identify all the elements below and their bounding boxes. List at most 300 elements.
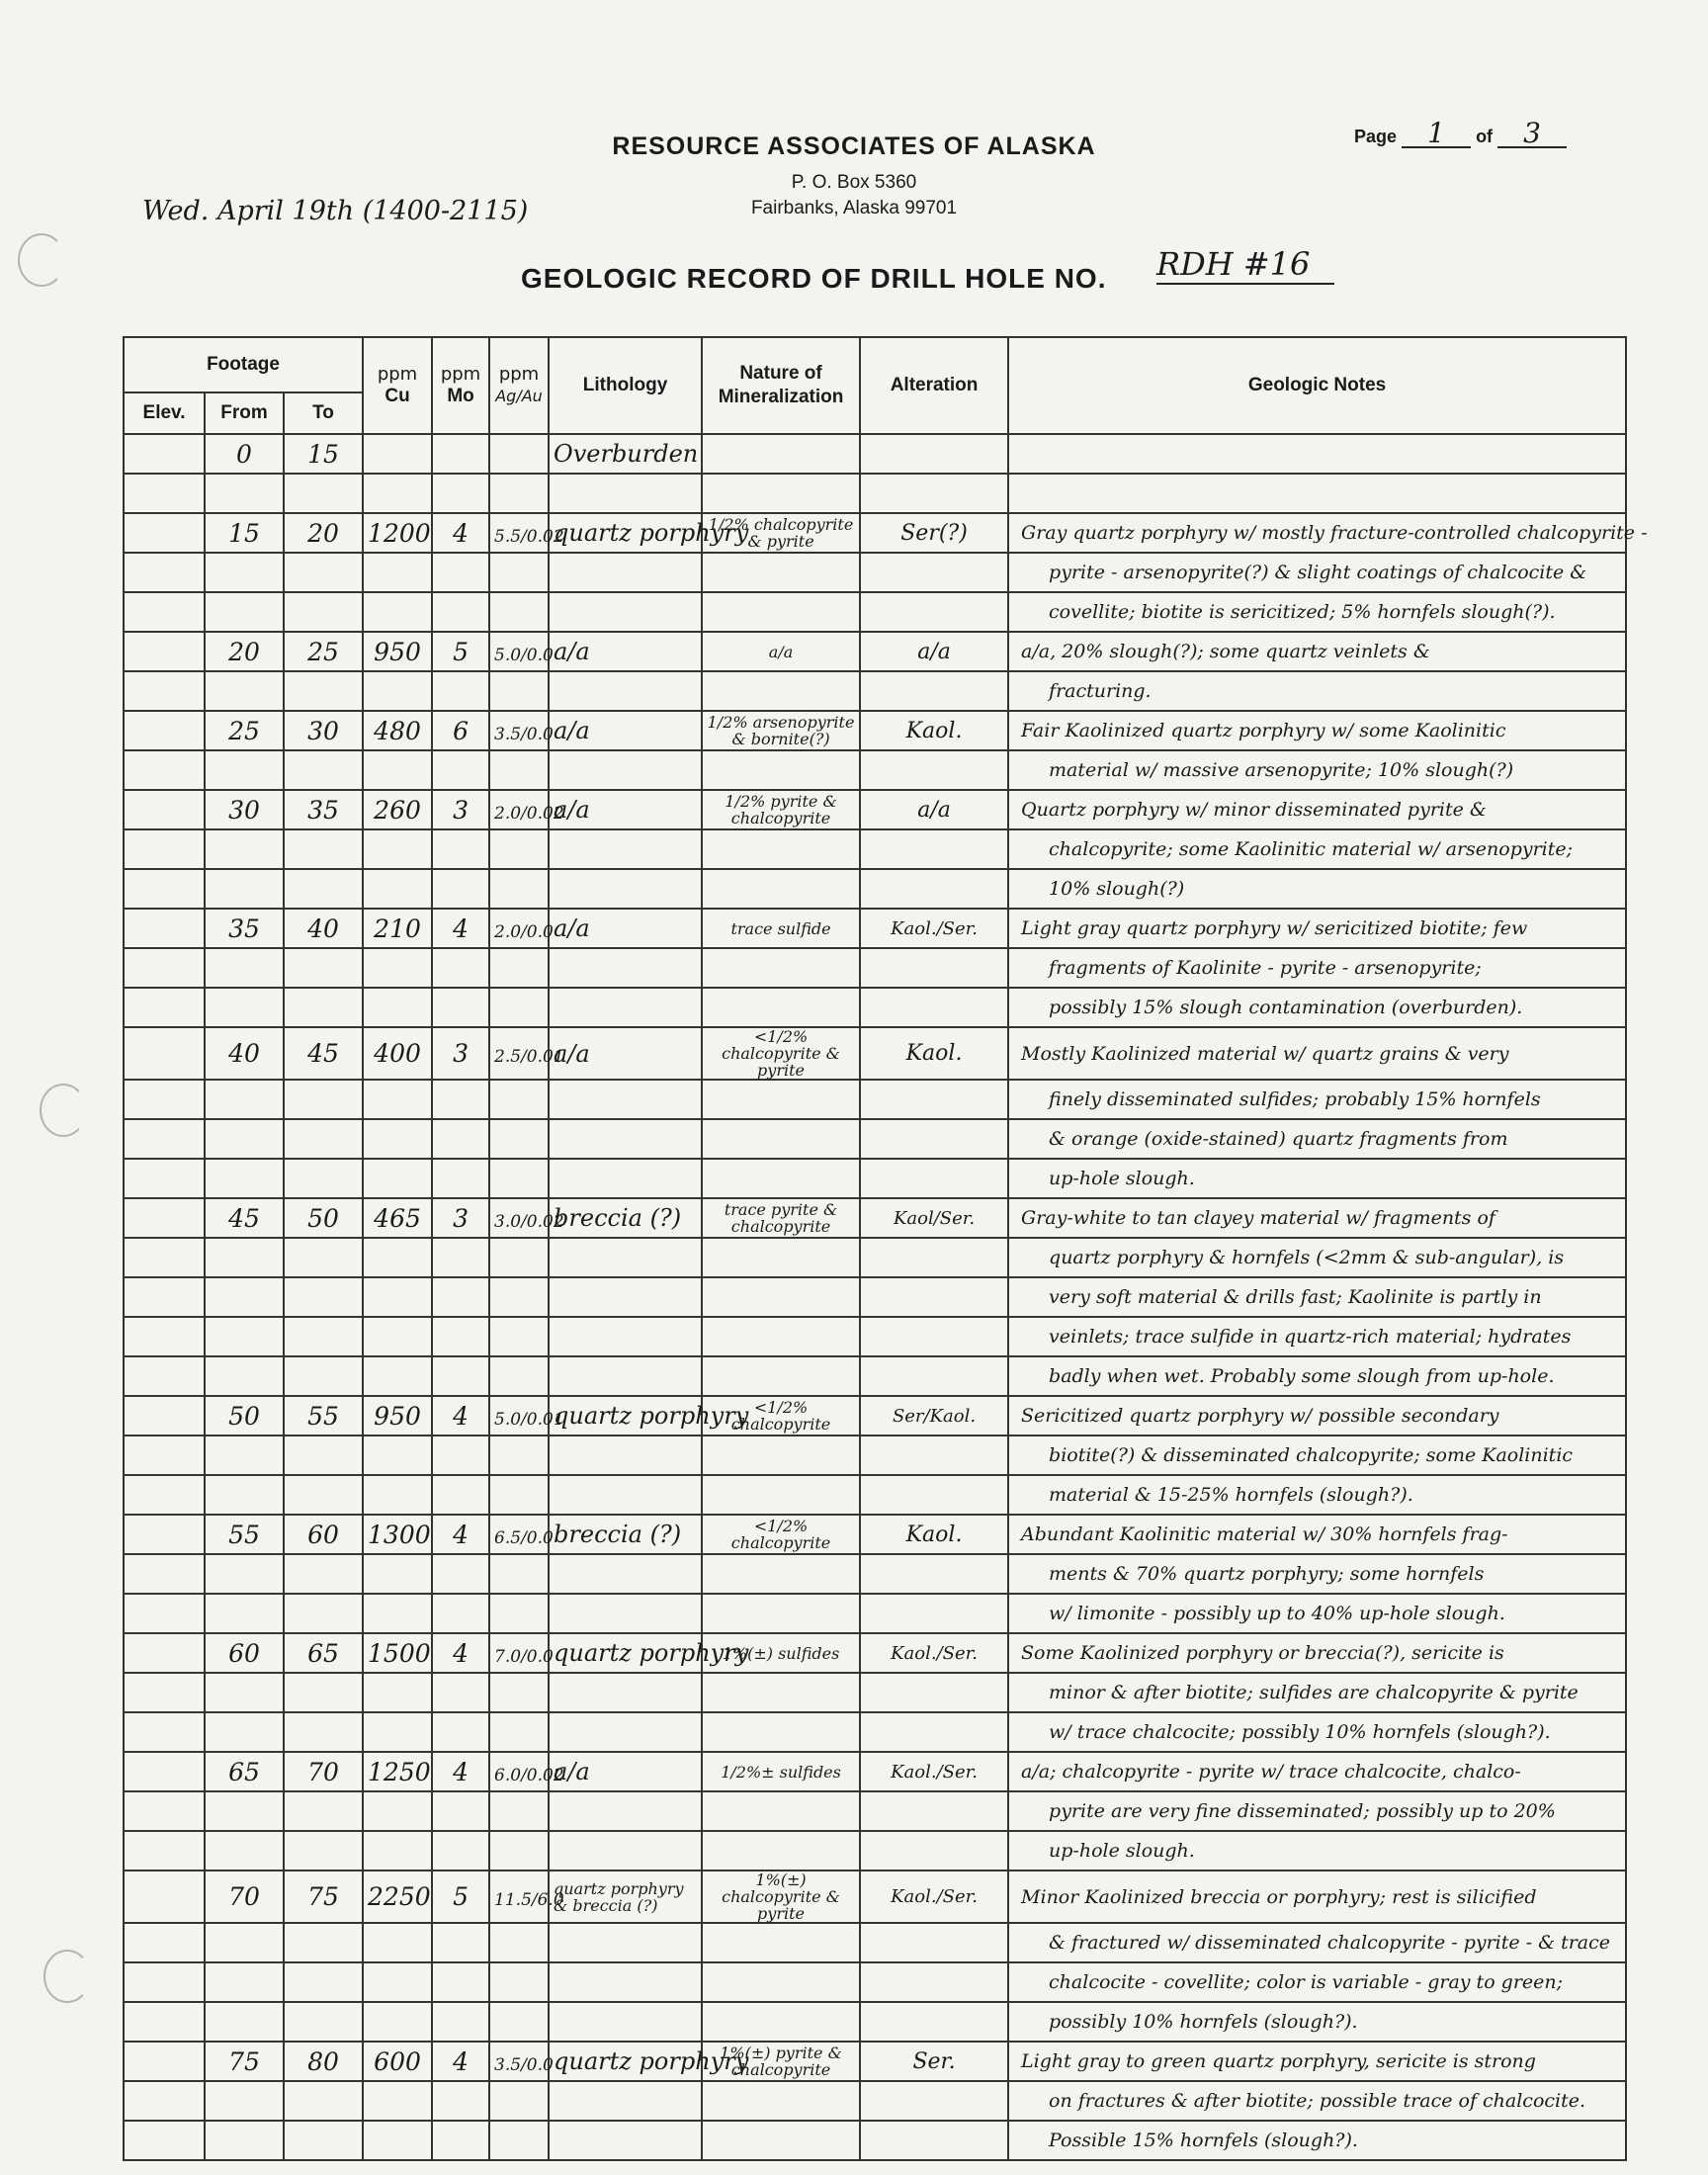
elev-cell	[124, 1594, 205, 1633]
mo-cell: 5	[432, 632, 489, 671]
notes-cell: material & 15-25% hornfels (slough?).	[1008, 1475, 1626, 1515]
cu-cell: 950	[363, 1396, 432, 1436]
mineralization-cell	[702, 750, 860, 790]
cu-cell	[363, 2081, 432, 2121]
mineralization-cell: 1%(±) sulfides	[702, 1633, 860, 1673]
alteration-cell	[860, 1119, 1008, 1159]
to-cell	[284, 1159, 363, 1198]
notes-cell: biotite(?) & disseminated chalcopyrite; some Kaolinitic	[1008, 1436, 1626, 1475]
lithology-cell	[549, 1831, 702, 1870]
mineralization-cell: <1/2% chalcopyrite	[702, 1515, 860, 1554]
mo-cell	[432, 1831, 489, 1870]
from-cell: 40	[205, 1027, 284, 1080]
agau-cell	[489, 1159, 549, 1198]
notes-cell: pyrite - arsenopyrite(?) & slight coatings of chalcocite &	[1008, 553, 1626, 592]
lithology-cell: Overburden	[549, 434, 702, 474]
table-row	[124, 2081, 1626, 2121]
to-cell	[284, 2081, 363, 2121]
from-cell	[205, 671, 284, 711]
alteration-cell	[860, 1159, 1008, 1198]
elev-cell	[124, 1515, 205, 1554]
from-cell: 50	[205, 1396, 284, 1436]
notes-cell	[1008, 434, 1626, 474]
notes-cell: on fractures & after biotite; possible trace of chalcocite.	[1008, 2081, 1626, 2121]
mineralization-cell	[702, 1791, 860, 1831]
agau-cell	[489, 1317, 549, 1356]
to-cell: 70	[284, 1752, 363, 1791]
table-row	[124, 869, 1626, 909]
elev-cell	[124, 1159, 205, 1198]
elev-cell	[124, 750, 205, 790]
notes-cell: very soft material & drills fast; Kaolinite is partly in	[1008, 1277, 1626, 1317]
elev-cell	[124, 513, 205, 553]
elev-cell	[124, 1436, 205, 1475]
notes-cell: up-hole slough.	[1008, 1831, 1626, 1870]
notes-cell: pyrite are very fine disseminated; possibly up to 20%	[1008, 1791, 1626, 1831]
from-cell	[205, 1436, 284, 1475]
lithology-cell: a/a	[549, 909, 702, 948]
mo-cell: 6	[432, 711, 489, 750]
cu-cell	[363, 1923, 432, 1962]
elev-cell	[124, 1752, 205, 1791]
to-cell	[284, 1831, 363, 1870]
company-address-line1: P. O. Box 5360	[791, 172, 917, 193]
from-cell: 55	[205, 1515, 284, 1554]
agau-cell	[489, 1515, 554, 1554]
elev-cell	[124, 1791, 205, 1831]
page-current: 1	[1402, 121, 1471, 148]
notes-cell: Minor Kaolinized breccia or porphyry; rest is silicified	[1008, 1870, 1626, 1923]
table-row	[124, 1027, 1626, 1080]
agau-cell	[489, 2042, 554, 2081]
alteration-cell	[860, 2121, 1008, 2160]
from-cell: 30	[205, 790, 284, 829]
from-cell: 45	[205, 1198, 284, 1238]
elev-cell	[124, 1475, 205, 1515]
geologic-notes-header: Geologic Notes	[1008, 337, 1626, 434]
from-cell	[205, 553, 284, 592]
agau-cell	[489, 2121, 549, 2160]
agau-cell	[489, 948, 549, 988]
mineralization-cell	[702, 1436, 860, 1475]
from-cell: 20	[205, 632, 284, 671]
from-header: From	[205, 392, 284, 434]
to-cell: 15	[284, 434, 363, 474]
from-cell: 75	[205, 2042, 284, 2081]
cu-cell	[363, 474, 432, 513]
mineralization-cell: <1/2% chalcopyrite	[702, 1396, 860, 1436]
lithology-cell	[549, 948, 702, 988]
from-cell	[205, 1831, 284, 1870]
agau-cell	[489, 1752, 564, 1791]
elev-cell	[124, 1198, 205, 1238]
elev-cell	[124, 632, 205, 671]
lithology-cell: quartz porphyry	[549, 2042, 702, 2081]
from-cell	[205, 1159, 284, 1198]
agau-cell	[489, 869, 549, 909]
lithology-cell: breccia (?)	[549, 1198, 702, 1238]
cu-cell: 600	[363, 2042, 432, 2081]
mineralization-cell	[702, 553, 860, 592]
table-row	[124, 1594, 1626, 1633]
cu-cell	[363, 1436, 432, 1475]
form-title: GEOLOGIC RECORD OF DRILL HOLE NO.	[521, 263, 1107, 294]
cu-cell	[363, 592, 432, 632]
mineralization-cell	[702, 2002, 860, 2042]
table-row	[124, 909, 1626, 948]
lithology-cell	[549, 1080, 702, 1119]
from-cell	[205, 2121, 284, 2160]
elev-cell	[124, 1962, 205, 2002]
agau-cell	[489, 2002, 549, 2042]
mineralization-cell	[702, 1119, 860, 1159]
lithology-cell: a/a	[549, 1027, 702, 1080]
from-cell: 0	[205, 434, 284, 474]
agau-value: 3.5/0.0	[494, 2054, 554, 2075]
alteration-cell: a/a	[860, 790, 1008, 829]
mo-cell	[432, 1475, 489, 1515]
to-cell: 40	[284, 909, 363, 948]
lithology-cell	[549, 2121, 702, 2160]
mo-cell	[432, 2121, 489, 2160]
agau-cell	[489, 2081, 549, 2121]
drill-hole-number: RDH #16	[1156, 245, 1334, 285]
to-cell	[284, 1080, 363, 1119]
mo-cell	[432, 1554, 489, 1594]
lithology-cell	[549, 988, 702, 1027]
alteration-cell	[860, 1238, 1008, 1277]
from-cell	[205, 1594, 284, 1633]
agau-cell	[489, 1027, 564, 1080]
lithology-cell: a/a	[549, 632, 702, 671]
company-address-line2: Fairbanks, Alaska 99701	[750, 198, 958, 218]
lithology-cell: quartz porphyry	[549, 513, 702, 553]
to-cell	[284, 671, 363, 711]
notes-cell: veinlets; trace sulfide in quartz-rich material; hydrates	[1008, 1317, 1626, 1356]
notes-cell: chalcopyrite; some Kaolinitic material w/ arsenopyrite;	[1008, 829, 1626, 869]
agau-cell	[489, 1475, 549, 1515]
mo-cell	[432, 474, 489, 513]
mo-cell: 5	[432, 1870, 489, 1923]
lithology-cell	[549, 1923, 702, 1962]
from-cell	[205, 1554, 284, 1594]
alteration-cell	[860, 2002, 1008, 2042]
mineralization-cell	[702, 1317, 860, 1356]
alteration-cell	[860, 1673, 1008, 1712]
from-cell	[205, 1356, 284, 1396]
lithology-cell: breccia (?)	[549, 1515, 702, 1554]
from-cell: 25	[205, 711, 284, 750]
alteration-cell	[860, 1317, 1008, 1356]
mo-cell	[432, 1277, 489, 1317]
mo-header	[432, 337, 489, 434]
elev-cell	[124, 1277, 205, 1317]
table-row	[124, 671, 1626, 711]
mineralization-cell	[702, 2121, 860, 2160]
agau-value: 3.0/0.02	[494, 1211, 564, 1232]
mo-cell	[432, 1791, 489, 1831]
hole-punch-top	[18, 233, 65, 287]
agau-cell	[489, 474, 549, 513]
table-row	[124, 1515, 1626, 1554]
agau-value: 2.0/0.02	[494, 803, 564, 824]
notes-cell: covellite; biotite is sericitized; 5% hornfels slough(?).	[1008, 592, 1626, 632]
page-label: Page	[1354, 127, 1398, 146]
cu-cell: 1500	[363, 1633, 432, 1673]
to-cell	[284, 553, 363, 592]
from-cell	[205, 750, 284, 790]
table-row	[124, 1923, 1626, 1962]
lithology-cell	[549, 2081, 702, 2121]
agau-label: Ag/Au	[495, 387, 543, 405]
notes-cell: fracturing.	[1008, 671, 1626, 711]
table-row	[124, 1870, 1626, 1923]
table-row	[124, 2042, 1626, 2081]
cu-label: Cu	[384, 386, 410, 406]
elev-cell	[124, 1554, 205, 1594]
agau-cell	[489, 513, 564, 553]
to-cell: 35	[284, 790, 363, 829]
elev-cell	[124, 1119, 205, 1159]
alteration-cell	[860, 671, 1008, 711]
table-row	[124, 1119, 1626, 1159]
alteration-cell	[860, 1712, 1008, 1752]
table-row	[124, 1396, 1626, 1436]
from-cell: 60	[205, 1633, 284, 1673]
agau-cell	[489, 1594, 549, 1633]
alteration-cell: Kaol.	[860, 1515, 1008, 1554]
alteration-cell: Ser.	[860, 2042, 1008, 2081]
notes-cell: Sericitized quartz porphyry w/ possible secondary	[1008, 1396, 1626, 1436]
mo-cell	[432, 592, 489, 632]
mo-cell	[432, 1159, 489, 1198]
mineralization-cell	[702, 869, 860, 909]
date-note: Wed. April 19th (1400-2115)	[142, 196, 529, 226]
alteration-cell: Ser/Kaol.	[860, 1396, 1008, 1436]
elev-cell	[124, 909, 205, 948]
from-cell: 65	[205, 1752, 284, 1791]
notes-cell: chalcocite - covellite; color is variable - gray to green;	[1008, 1962, 1626, 2002]
from-cell: 35	[205, 909, 284, 948]
elev-cell	[124, 1356, 205, 1396]
lithology-cell	[549, 1277, 702, 1317]
agau-cell	[489, 1870, 564, 1923]
hole-punch-bottom	[43, 1950, 91, 2003]
elev-cell	[124, 1870, 205, 1923]
mo-cell	[432, 1356, 489, 1396]
mo-cell: 4	[432, 909, 489, 948]
agau-cell	[489, 1277, 549, 1317]
notes-cell: badly when wet. Probably some slough from up-hole.	[1008, 1356, 1626, 1396]
elev-cell	[124, 1633, 205, 1673]
elev-cell	[124, 474, 205, 513]
mo-cell: 4	[432, 1633, 489, 1673]
lithology-cell	[549, 1356, 702, 1396]
alteration-cell	[860, 1554, 1008, 1594]
table-row	[124, 2002, 1626, 2042]
mineralization-cell	[702, 434, 860, 474]
alteration-cell	[860, 553, 1008, 592]
mineralization-cell	[702, 1238, 860, 1277]
to-cell: 80	[284, 2042, 363, 2081]
mineralization-cell	[702, 592, 860, 632]
mo-cell	[432, 1436, 489, 1475]
cu-header	[363, 337, 432, 434]
table-row	[124, 592, 1626, 632]
to-cell	[284, 2121, 363, 2160]
cu-cell	[363, 671, 432, 711]
to-cell	[284, 1436, 363, 1475]
mo-cell: 4	[432, 513, 489, 553]
notes-cell: Gray quartz porphyry w/ mostly fracture-controlled chalcopyrite -	[1008, 513, 1626, 553]
elev-cell	[124, 711, 205, 750]
mo-cell: 4	[432, 1396, 489, 1436]
agau-value: 7.0/0.0	[494, 1646, 554, 1667]
agau-cell	[489, 1962, 549, 2002]
notes-cell: Mostly Kaolinized material w/ quartz grains & very	[1008, 1027, 1626, 1080]
lithology-cell: a/a	[549, 790, 702, 829]
cu-cell	[363, 1317, 432, 1356]
hole-punch-middle	[40, 1084, 87, 1137]
cu-cell	[363, 1277, 432, 1317]
alteration-cell	[860, 1962, 1008, 2002]
alteration-cell	[860, 1791, 1008, 1831]
to-cell	[284, 869, 363, 909]
to-cell: 50	[284, 1198, 363, 1238]
from-cell	[205, 829, 284, 869]
agau-cell	[489, 592, 549, 632]
to-cell	[284, 1119, 363, 1159]
to-cell	[284, 1673, 363, 1712]
mo-cell	[432, 988, 489, 1027]
elev-cell	[124, 2002, 205, 2042]
lithology-cell: a/a	[549, 711, 702, 750]
table-row	[124, 1080, 1626, 1119]
alteration-cell	[860, 829, 1008, 869]
agau-cell	[489, 553, 549, 592]
mineralization-cell: <1/2% chalcopyrite & pyrite	[702, 1027, 860, 1080]
elev-cell	[124, 553, 205, 592]
to-cell: 65	[284, 1633, 363, 1673]
table-row	[124, 553, 1626, 592]
agau-cell	[489, 750, 549, 790]
cu-cell	[363, 948, 432, 988]
mo-cell: 4	[432, 1752, 489, 1791]
cu-cell	[363, 750, 432, 790]
table-row	[124, 632, 1626, 671]
agau-header	[489, 337, 549, 434]
notes-cell: Light gray quartz porphyry w/ sericitized biotite; few	[1008, 909, 1626, 948]
table-row	[124, 1277, 1626, 1317]
to-cell: 45	[284, 1027, 363, 1080]
from-cell	[205, 592, 284, 632]
from-cell	[205, 1673, 284, 1712]
cu-cell	[363, 1831, 432, 1870]
from-cell: 15	[205, 513, 284, 553]
elev-cell	[124, 434, 205, 474]
mineralization-cell: 1/2% pyrite & chalcopyrite	[702, 790, 860, 829]
mo-cell	[432, 671, 489, 711]
to-cell	[284, 1356, 363, 1396]
table-row	[124, 1198, 1626, 1238]
mineralization-cell: trace sulfide	[702, 909, 860, 948]
mineralization-cell: trace pyrite & chalcopyrite	[702, 1198, 860, 1238]
notes-cell: quartz porphyry & hornfels (<2mm & sub-angular), is	[1008, 1238, 1626, 1277]
notes-cell: 10% slough(?)	[1008, 869, 1626, 909]
mineralization-cell	[702, 1080, 860, 1119]
cu-cell	[363, 1791, 432, 1831]
mo-cell: 4	[432, 2042, 489, 2081]
mo-cell: 4	[432, 1515, 489, 1554]
table-row	[124, 988, 1626, 1027]
cu-cell: 480	[363, 711, 432, 750]
agau-cell	[489, 1356, 549, 1396]
lithology-cell	[549, 1962, 702, 2002]
mineralization-cell: 1%(±) chalcopyrite & pyrite	[702, 1870, 860, 1923]
notes-cell: Fair Kaolinized quartz porphyry w/ some Kaolinitic	[1008, 711, 1626, 750]
alteration-header: Alteration	[860, 337, 1008, 434]
agau-value: 5.0/0.0	[494, 645, 554, 665]
mo-cell: 3	[432, 1027, 489, 1080]
mineralization-cell: 1/2% chalcopyrite & pyrite	[702, 513, 860, 553]
mo-cell	[432, 434, 489, 474]
mo-cell	[432, 1594, 489, 1633]
alteration-cell	[860, 988, 1008, 1027]
notes-cell: w/ limonite - possibly up to 40% up-hole slough.	[1008, 1594, 1626, 1633]
to-header: To	[284, 392, 363, 434]
cu-cell: 950	[363, 632, 432, 671]
alteration-cell	[860, 474, 1008, 513]
agau-cell	[489, 1238, 549, 1277]
cu-cell: 1250	[363, 1752, 432, 1791]
mo-cell	[432, 2081, 489, 2121]
alteration-cell: Kaol./Ser.	[860, 1752, 1008, 1791]
to-cell	[284, 1238, 363, 1277]
elev-cell	[124, 948, 205, 988]
agau-cell	[489, 671, 549, 711]
drill-log-rows	[124, 434, 1648, 2160]
alteration-cell: Kaol./Ser.	[860, 1633, 1008, 1673]
lithology-cell	[549, 1791, 702, 1831]
notes-cell: ments & 70% quartz porphyry; some hornfels	[1008, 1554, 1626, 1594]
from-cell	[205, 869, 284, 909]
mineralization-cell	[702, 948, 860, 988]
alteration-cell	[860, 2081, 1008, 2121]
notes-cell: a/a, 20% slough(?); some quartz veinlets &	[1008, 632, 1626, 671]
mineralization-cell	[702, 474, 860, 513]
mo-cell	[432, 2002, 489, 2042]
agau-cell	[489, 1119, 549, 1159]
mo-cell: 3	[432, 1198, 489, 1238]
alteration-cell: Kaol/Ser.	[860, 1198, 1008, 1238]
table-row	[124, 1673, 1626, 1712]
lithology-cell	[549, 1119, 702, 1159]
alteration-cell	[860, 434, 1008, 474]
notes-cell: up-hole slough.	[1008, 1159, 1626, 1198]
agau-value: 3.5/0.0	[494, 724, 554, 744]
mo-cell	[432, 553, 489, 592]
lithology-cell	[549, 1436, 702, 1475]
to-cell	[284, 948, 363, 988]
table-row	[124, 1831, 1626, 1870]
mo-cell	[432, 829, 489, 869]
mo-cell	[432, 869, 489, 909]
from-cell	[205, 474, 284, 513]
mineralization-cell	[702, 1159, 860, 1198]
elev-cell	[124, 2081, 205, 2121]
agau-cell	[489, 1633, 554, 1673]
lithology-cell	[549, 1317, 702, 1356]
